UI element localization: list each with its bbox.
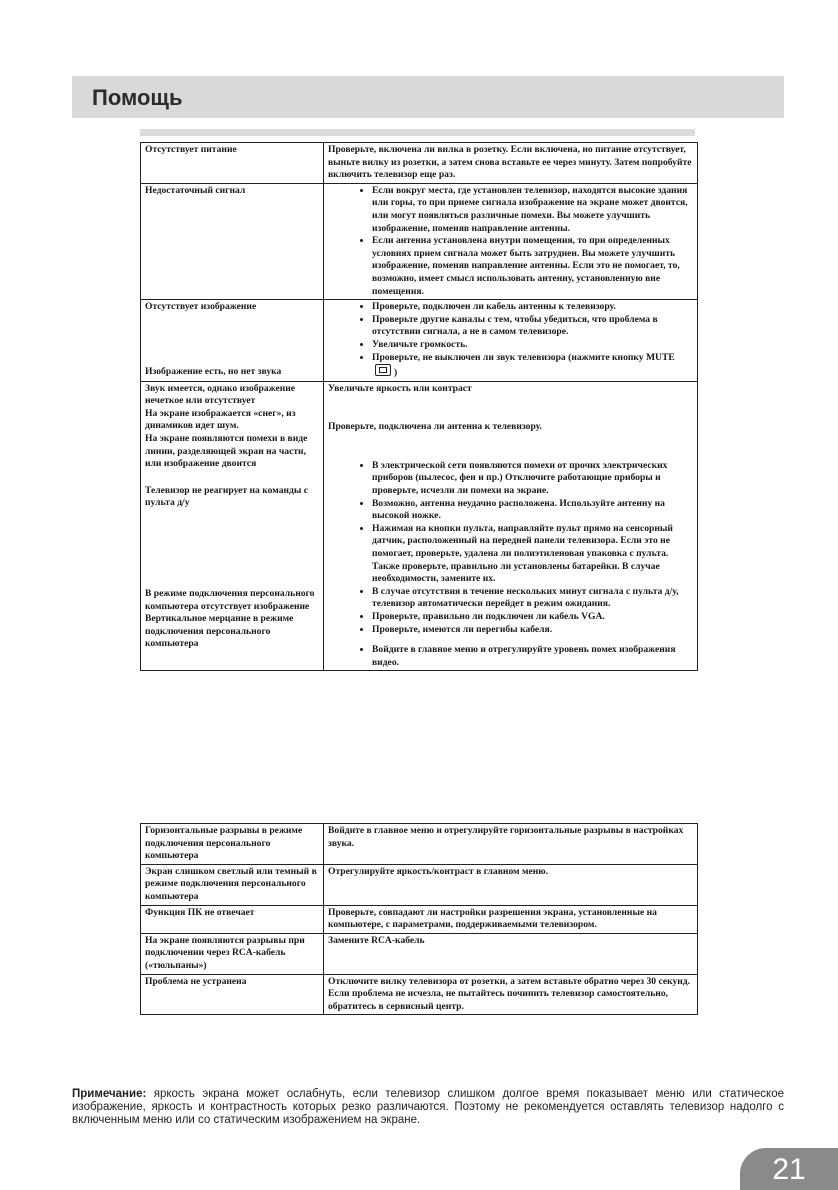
list-item: • В электрической сети появляются помехи от прочих электрических приборов (пылесос, фен и пр.) Отключите работающие приборы и проверьте, исчезли ли помехи на экране. [372, 460, 693, 498]
mute-instruction: Проверьте, не выключен ли звук телевизора (нажмите кнопку MUTE [372, 351, 675, 363]
table-row [141, 300, 698, 382]
solution-cell: Отключите вилку телевизора от розетки, а затем вставьте обратно через 30 секунд. Если проблема не исчезла, не пытайтесь починить телевизор самостоятельно, обратитесь в сервисный центр. [324, 974, 698, 1015]
symptom-text: Изображение есть, но нет звука [145, 365, 282, 377]
list-item: • Увеличьте громкость. [372, 339, 693, 352]
list-item: • Войдите в главное меню и отрегулируйте уровень помех изображения видео. [372, 644, 693, 669]
list-item: • Нажимая на кнопки пульта, направляйте пульт прямо на сенсорный датчик, расположенный на передней панели телевизора. Если это не помогает, проверьте, удалена ли полиэтиленовая упаковка с пульта. Также проверьте, правильно ли установлены батарейки. В случае необходимости, замените их. [372, 523, 693, 586]
troubleshooting-table-2 [140, 823, 698, 1015]
list-item: • Проверьте, имеются ли перегибы кабеля. [372, 624, 693, 637]
symptom-text: Вертикальное мерцание в режиме подключения персонального компьютера [145, 613, 294, 650]
section-header [72, 76, 784, 118]
troubleshooting-table [140, 142, 698, 671]
solution-cell [324, 183, 698, 299]
divider [140, 129, 695, 136]
closing-paren: ) [394, 367, 398, 379]
symptom-cell: Экран слишком светлый или темный в режиме подключения персонального компьютера [141, 864, 324, 905]
page-number: 21 [772, 1153, 806, 1186]
table-row [141, 905, 698, 933]
solution-text: Проверьте, подключена ли антенна к телевизору. [328, 421, 542, 433]
solution-cell: Замените RCA-кабель [324, 933, 698, 974]
solution-cell: Проверьте, включена ли вилка в розетку. Если включена, но питание отсутствует, выньте вилку из розетки, а затем снова вставьте ее через минуту. Затем попробуйте включить телевизор еще раз. [324, 143, 698, 184]
note-text: яркость экрана может ослабнуть, если телевизор слишком долгое время показывает меню или статическое изображение, яркость и контрастность которых резко различаются. Поэтому не рекомендуется оставлять телевизор надолго с включенным меню или со статическим изображением на экране. [72, 1088, 784, 1126]
list-item [372, 352, 693, 380]
list-item: • В случае отсутствия в течение нескольких минут сигнала с пульта д/у, телевизор автоматически перейдет в режим ожидания. [372, 586, 693, 611]
symptom-cell: Отсутствует питание [141, 143, 324, 184]
symptom-cell [141, 381, 324, 671]
symptom-text: В режиме подключения персонального компьютера отсутствует изображение [145, 588, 315, 612]
table-row [141, 183, 698, 299]
table-row [141, 381, 698, 671]
note-label: Примечание: [72, 1088, 147, 1100]
symptom-text: На экране появляются помехи в виде линии, разделяющей экран на части, или изображение двоится [145, 433, 308, 470]
symptom-cell: Горизонтальные разрывы в режиме подключения персонального компьютера [141, 824, 324, 865]
symptom-cell: Функция ПК не отвечает [141, 905, 324, 933]
solution-cell: Проверьте, совпадают ли настройки разрешения экрана, установленные на компьютере, с параметрами, поддерживаемыми телевизором. [324, 905, 698, 933]
table-row [141, 864, 698, 905]
symptom-cell: Проблема не устранена [141, 974, 324, 1015]
symptom-text: Отсутствует изображение [145, 301, 257, 313]
solution-text: Увеличьте яркость или контраст [328, 382, 472, 394]
solution-cell: Войдите в главное меню и отрегулируйте горизонтальные разрывы в настройках звука. [324, 824, 698, 865]
list-item: • Возможно, антенна неудачно расположена. Используйте антенну на высокой ножке. [372, 498, 693, 523]
solution-cell: Отрегулируйте яркость/контраст в главном меню. [324, 864, 698, 905]
list-item: • Проверьте, правильно ли подключен ли кабель VGA. [372, 611, 693, 624]
table-row [141, 824, 698, 865]
list-item: • Проверьте другие каналы с тем, чтобы убедиться, что проблема в отсутствии сигнала, а не в самом телевизоре. [372, 314, 693, 339]
symptom-text: Звук имеется, однако изображение нечеткое или отсутствует [145, 382, 296, 407]
table-row [141, 974, 698, 1015]
mute-icon [375, 364, 391, 376]
symptom-text: Телевизор не реагирует на команды с пульта д/у [145, 484, 309, 509]
solution-cell [324, 381, 698, 671]
symptom-cell [141, 300, 324, 382]
table-row [141, 933, 698, 974]
list-item: • Проверьте, подключен ли кабель антенны к телевизору. [372, 301, 693, 314]
symptom-text: На экране изображается «снег», из динамиков идет шум. [145, 407, 296, 432]
table-row [141, 143, 698, 184]
list-item: • Если вокруг места, где установлен телевизор, находятся высокие здания или горы, то при приеме сигнала изображение на экране может двоится, или могут появляться различные помехи. Вы можете улучшить изображение, поменяв направление антенны. [372, 185, 693, 235]
symptom-cell: Недостаточный сигнал [141, 183, 324, 299]
page-number-tab [740, 1148, 838, 1190]
list-item: • Если антенна установлена внутри помещения, то при определенных условиях прием сигнала может быть затруднен. Вы можете улучшить изображение, поменяв направление антенны. Если это не помогает, то, возможно, имеет смысл использовать антенну, установленную вне помещения. [372, 235, 693, 298]
symptom-cell: На экране появляются разрывы при подключении через RCA-кабель («тюльпаны») [141, 933, 324, 974]
solution-cell [324, 300, 698, 382]
page-title: Помощь [92, 85, 183, 110]
note-paragraph [72, 1088, 784, 1127]
